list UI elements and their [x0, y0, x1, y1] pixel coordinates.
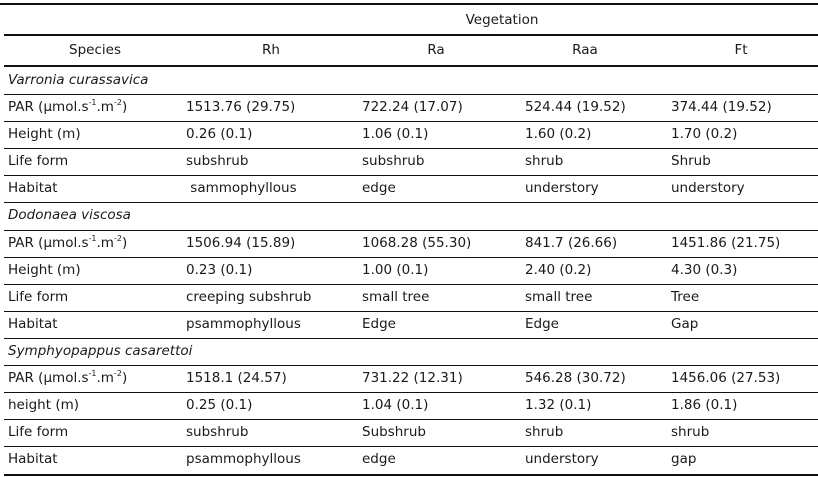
row-label: Life form [8, 153, 69, 169]
table-row [0, 365, 818, 392]
table-cell: Edge [362, 316, 396, 332]
table-cell: understory [525, 180, 599, 196]
label-text: .m [96, 370, 114, 386]
row-label: Height (m) [8, 262, 81, 278]
table-cell: subshrub [186, 153, 249, 169]
table-row [0, 392, 818, 419]
table-cell: 1.00 (0.1) [362, 262, 429, 278]
table-cell: sammophyllous [186, 180, 297, 196]
superscript: -1 [88, 368, 97, 378]
bottom-rule [4, 474, 818, 476]
table-row [0, 311, 818, 338]
table-cell: subshrub [186, 424, 249, 440]
superscript: -1 [88, 233, 97, 243]
table-cell: 1.06 (0.1) [362, 126, 429, 142]
label-text: .m [96, 99, 114, 115]
table-cell: 1451.86 (21.75) [671, 235, 781, 251]
table-row [0, 257, 818, 284]
table-cell: shrub [525, 153, 564, 169]
table-cell: 1.32 (0.1) [525, 397, 592, 413]
table-cell: shrub [525, 424, 564, 440]
label-text: PAR (µmol.s [8, 99, 89, 115]
label-text: .m [96, 235, 114, 251]
superscript: -2 [113, 233, 122, 243]
table-cell: Gap [671, 316, 699, 332]
table-cell: 841.7 (26.66) [525, 235, 618, 251]
superscript: -2 [113, 368, 122, 378]
row-rule [4, 175, 818, 176]
table-cell: Shrub [671, 153, 711, 169]
group-header-vegetation: Vegetation [465, 12, 539, 28]
row-rule [4, 284, 818, 285]
table-cell: understory [525, 451, 599, 467]
table-cell: 1.60 (0.2) [525, 126, 592, 142]
species-row [0, 338, 818, 365]
table-cell: psammophyllous [186, 316, 301, 332]
table-cell: 2.40 (0.2) [525, 262, 592, 278]
table-cell: 1.70 (0.2) [671, 126, 738, 142]
label-text: ) [121, 370, 128, 386]
row-label: Life form [8, 424, 69, 440]
table-cell: 1513.76 (29.75) [186, 99, 296, 115]
table-row [0, 175, 818, 202]
table-row [0, 446, 818, 473]
table-row [0, 121, 818, 148]
row-rule [4, 94, 818, 95]
table-cell: 722.24 (17.07) [362, 99, 463, 115]
table-cell: 0.25 (0.1) [186, 397, 253, 413]
table-cell: small tree [362, 289, 430, 305]
column-header-raa: Raa [572, 42, 598, 58]
label-text: ) [121, 235, 128, 251]
row-label: Height (m) [8, 126, 81, 142]
row-rule [4, 121, 818, 122]
table-cell: Tree [671, 289, 700, 305]
table-cell: gap [671, 451, 697, 467]
row-label: Habitat [8, 316, 58, 332]
column-header-ra: Ra [427, 42, 445, 58]
row-rule [4, 311, 818, 312]
row-label [8, 365, 127, 392]
label-text: PAR (µmol.s [8, 235, 89, 251]
table-cell: psammophyllous [186, 451, 301, 467]
row-rule [4, 338, 818, 339]
table-cell: 731.22 (12.31) [362, 370, 463, 386]
row-rule [4, 230, 818, 231]
table-cell: edge [362, 180, 396, 196]
table-cell: subshrub [362, 153, 425, 169]
column-header-row [0, 37, 818, 64]
table-cell: 4.30 (0.3) [671, 262, 738, 278]
table-cell: edge [362, 451, 396, 467]
table-row [0, 419, 818, 446]
label-text: ) [121, 99, 128, 115]
table-cell: shrub [671, 424, 710, 440]
species-row [0, 202, 818, 229]
column-header-rh: Rh [262, 42, 280, 58]
row-label: height (m) [8, 397, 80, 413]
table-cell: 1456.06 (27.53) [671, 370, 781, 386]
row-label: Life form [8, 289, 69, 305]
column-header-species: Species [69, 42, 121, 58]
table-cell: 1518.1 (24.57) [186, 370, 287, 386]
row-label: Habitat [8, 451, 58, 467]
table-cell: creeping subshrub [186, 289, 312, 305]
superscript: -2 [113, 97, 122, 107]
table-cell: 1506.94 (15.89) [186, 235, 296, 251]
species-row [0, 67, 818, 94]
table-row [0, 94, 818, 121]
table-row [0, 148, 818, 175]
table-cell: small tree [525, 289, 593, 305]
row-rule [4, 148, 818, 149]
table-cell: 1.04 (0.1) [362, 397, 429, 413]
species-name: Dodonaea viscosa [8, 207, 131, 223]
row-label [8, 94, 127, 121]
row-rule [4, 419, 818, 420]
label-text: PAR (µmol.s [8, 370, 89, 386]
column-header-ft: Ft [734, 42, 748, 58]
table-cell: 1.86 (0.1) [671, 397, 738, 413]
species-name: Varronia curassavica [8, 72, 149, 88]
row-label [8, 230, 127, 257]
row-rule [4, 202, 818, 203]
superscript: -1 [88, 97, 97, 107]
row-label: Habitat [8, 180, 58, 196]
table-cell: understory [671, 180, 745, 196]
species-name: Symphyopappus casarettoi [8, 343, 193, 359]
table-cell: 546.28 (30.72) [525, 370, 626, 386]
row-rule [4, 392, 818, 393]
row-rule [4, 446, 818, 447]
table-row [0, 230, 818, 257]
table-cell: 0.23 (0.1) [186, 262, 253, 278]
row-rule [4, 365, 818, 366]
table-cell: 0.26 (0.1) [186, 126, 253, 142]
table-row [0, 284, 818, 311]
table-cell: 1068.28 (55.30) [362, 235, 472, 251]
row-rule [4, 257, 818, 258]
table-cell: 374.44 (19.52) [671, 99, 772, 115]
table-cell: Subshrub [362, 424, 426, 440]
table-cell: Edge [525, 316, 559, 332]
table-cell: 524.44 (19.52) [525, 99, 626, 115]
